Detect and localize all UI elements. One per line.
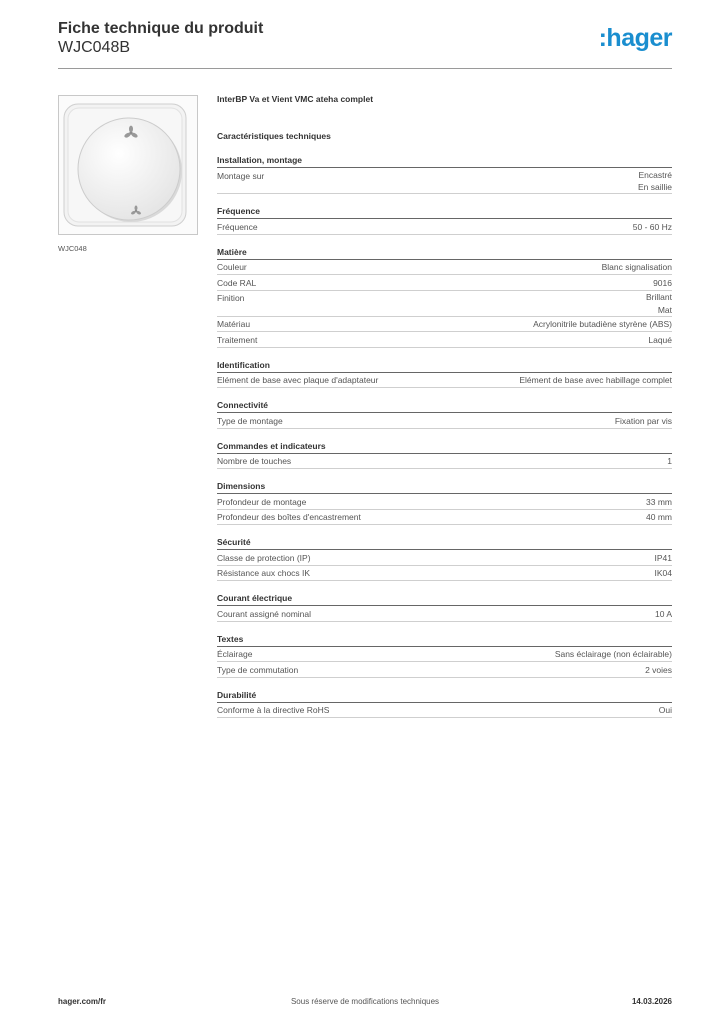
spec-label: Éclairage (217, 649, 253, 659)
spec-section (217, 399, 672, 429)
spec-section (217, 536, 672, 581)
spec-label: Montage sur (217, 170, 265, 181)
spec-values (646, 494, 672, 509)
spec-row (217, 317, 672, 333)
spec-sections (217, 154, 672, 718)
spec-row (217, 510, 672, 526)
section-title: Textes (217, 633, 672, 647)
spec-label: Type de commutation (217, 664, 299, 675)
spec-section (217, 480, 672, 525)
spec-label: Nombre de touches (217, 456, 292, 466)
spec-row (217, 168, 672, 194)
spec-value: Oui (658, 705, 672, 715)
page-footer (58, 997, 672, 1011)
spec-row (217, 332, 672, 348)
spec-values (602, 260, 672, 275)
spec-value: 40 mm (646, 512, 672, 522)
spec-label: Type de montage (217, 415, 283, 426)
product-image (58, 95, 198, 235)
spec-values (533, 317, 672, 332)
spec-label: Elément de base avec plaque d'adaptateur (217, 375, 379, 385)
section-title: Fréquence (217, 205, 672, 219)
spec-section (217, 246, 672, 348)
spec-value: Sans éclairage (non éclairable) (554, 649, 672, 659)
spec-values (646, 291, 672, 316)
spec-row (217, 413, 672, 429)
spec-label: Couleur (217, 262, 247, 272)
spec-section (217, 592, 672, 622)
spec-value: Elément de base avec habillage complet (519, 375, 672, 385)
spec-value: 10 A (654, 608, 672, 619)
product-name: InterBP Va et Vient VMC ateha complet (217, 94, 374, 104)
section-title: Commandes et indicateurs (217, 440, 672, 454)
spec-label: Courant assigné nominal (217, 608, 312, 619)
spec-values (555, 647, 672, 662)
spec-row (217, 291, 672, 317)
spec-values (667, 454, 672, 469)
spec-label: Profondeur de montage (217, 496, 307, 507)
spec-label: Fréquence (217, 221, 258, 232)
section-title: Sécurité (217, 536, 672, 550)
spec-values (633, 219, 672, 234)
spec-values (646, 510, 672, 525)
spec-section (217, 359, 672, 389)
footer-website: hager.com/fr (58, 997, 107, 1006)
specs-heading: Caractéristiques techniques (217, 131, 331, 141)
spec-values (519, 373, 672, 388)
spec-values (645, 662, 672, 677)
spec-value: 50 - 60 Hz (632, 221, 672, 232)
section-title: Matière (217, 246, 672, 260)
product-image-drawing (59, 96, 197, 234)
spec-row (217, 260, 672, 276)
section-title: Identification (217, 359, 672, 373)
spec-value: 2 voies (645, 664, 672, 675)
spec-label: Matériau (217, 319, 251, 329)
spec-values (653, 275, 672, 290)
hager-logo: :hager (598, 24, 672, 52)
spec-row (217, 703, 672, 719)
spec-values (655, 550, 673, 565)
spec-row (217, 550, 672, 566)
image-caption: WJC048 (58, 244, 87, 253)
spec-values (659, 703, 672, 718)
spec-value: IK04 (654, 568, 672, 578)
spec-row (217, 454, 672, 470)
document-title: Fiche technique du produit (58, 20, 264, 37)
spec-values (638, 168, 672, 193)
footer-disclaimer: Sous réserve de modifications techniques (290, 997, 440, 1006)
spec-label: Profondeur des boîtes d'encastrement (217, 512, 361, 522)
spec-section (217, 689, 672, 719)
spec-values (648, 332, 672, 347)
footer-date: 14.03.2026 (631, 997, 672, 1006)
section-title: Dimensions (217, 480, 672, 494)
spec-label: Classe de protection (IP) (217, 552, 311, 563)
spec-row (217, 606, 672, 622)
spec-label: Traitement (217, 334, 258, 345)
spec-label: Finition (217, 293, 245, 303)
spec-value: Mat (657, 304, 672, 315)
specs-content (217, 92, 672, 718)
spec-row (217, 373, 672, 389)
section-title: Connectivité (217, 399, 672, 413)
spec-row (217, 647, 672, 663)
spec-row (217, 219, 672, 235)
spec-value: Blanc signalisation (601, 262, 672, 272)
spec-row (217, 275, 672, 291)
header-divider (58, 68, 672, 69)
spec-value: Laqué (648, 334, 672, 345)
spec-label: Résistance aux chocs IK (217, 568, 311, 578)
product-reference: WJC048B (58, 39, 131, 56)
spec-values (655, 566, 673, 581)
spec-row (217, 566, 672, 582)
spec-value: 1 (667, 456, 672, 466)
spec-value: Brillant (646, 292, 672, 302)
spec-value: Fixation par vis (614, 415, 672, 426)
spec-value: Encastré (638, 169, 672, 180)
spec-row (217, 662, 672, 678)
section-title: Durabilité (217, 689, 672, 703)
spec-section (217, 633, 672, 678)
spec-row (217, 494, 672, 510)
spec-value: IP41 (654, 552, 672, 563)
page-header (58, 20, 672, 69)
spec-section (217, 205, 672, 235)
spec-values (655, 606, 672, 621)
spec-value: Acrylonitrile butadiène styrène (ABS) (533, 319, 672, 329)
spec-value: En saillie (637, 182, 672, 192)
spec-value: 33 mm (646, 496, 672, 507)
section-title: Installation, montage (217, 154, 672, 168)
spec-section (217, 440, 672, 470)
spec-values (615, 413, 672, 428)
spec-section (217, 154, 672, 194)
spec-value: 9016 (653, 277, 672, 288)
spec-label: Code RAL (217, 277, 257, 288)
section-title: Courant électrique (217, 592, 672, 606)
spec-label: Conforme à la directive RoHS (217, 705, 330, 715)
